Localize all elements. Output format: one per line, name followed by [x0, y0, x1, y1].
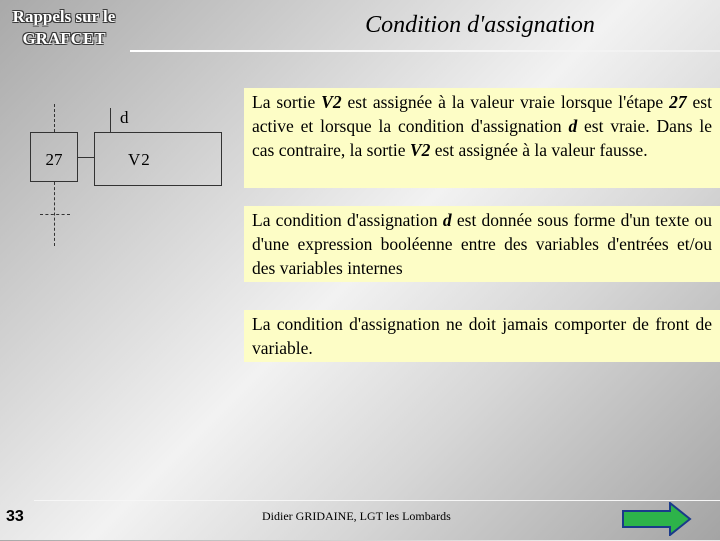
condition-variable: d	[120, 108, 129, 127]
footer-divider	[34, 500, 720, 501]
panel2-var-condition: d	[442, 210, 452, 230]
panel3-text: La condition d'assignation ne doit jamais comporter de front de variable.	[252, 314, 712, 358]
arrow-right-icon	[622, 502, 692, 536]
panel1-var-condition: d	[568, 116, 578, 136]
footer-credit: Didier GRIDAINE, LGT les Lombards	[262, 509, 451, 523]
panel1-var-output: V2	[409, 140, 431, 160]
explanation-panel-2	[244, 206, 720, 282]
explanation-panel-1	[244, 88, 720, 188]
section-title-line1: Rappels sur le	[12, 7, 116, 26]
next-slide-button[interactable]	[622, 502, 692, 536]
step-number: 27	[45, 150, 63, 169]
transition-bar	[40, 214, 70, 215]
page-number: 33	[6, 508, 24, 525]
slide-title: Condition d'assignation	[365, 12, 595, 38]
panel2-text: La condition d'assignation	[252, 210, 443, 230]
panel1-text: est active et lorsque la condition d'assignation	[252, 92, 712, 136]
grafcet-diagram	[0, 0, 240, 260]
section-title-line2: GRAFCET	[22, 29, 106, 48]
panel1-var-output: V2	[321, 92, 342, 112]
action-output: V2	[128, 150, 151, 169]
condition-marker	[110, 108, 111, 132]
panel2-text: est donnée sous forme d'un texte ou d'une expression booléenne entre des variables d'entrées et/ou des variables internes	[252, 210, 712, 278]
panel1-text: est assignée à la valeur vraie lorsque l'étape	[341, 92, 670, 112]
panel1-var-step: 27	[669, 92, 687, 112]
panel1-text: est assignée à la valeur fausse.	[430, 140, 648, 160]
explanation-panel-3	[244, 310, 720, 362]
action-connector	[78, 157, 94, 158]
action-box	[94, 132, 222, 186]
panel1-text: La sortie	[252, 92, 322, 112]
upstream-link	[54, 104, 55, 132]
panel1-text: est vraie. Dans le cas contraire, la sortie	[252, 116, 712, 160]
